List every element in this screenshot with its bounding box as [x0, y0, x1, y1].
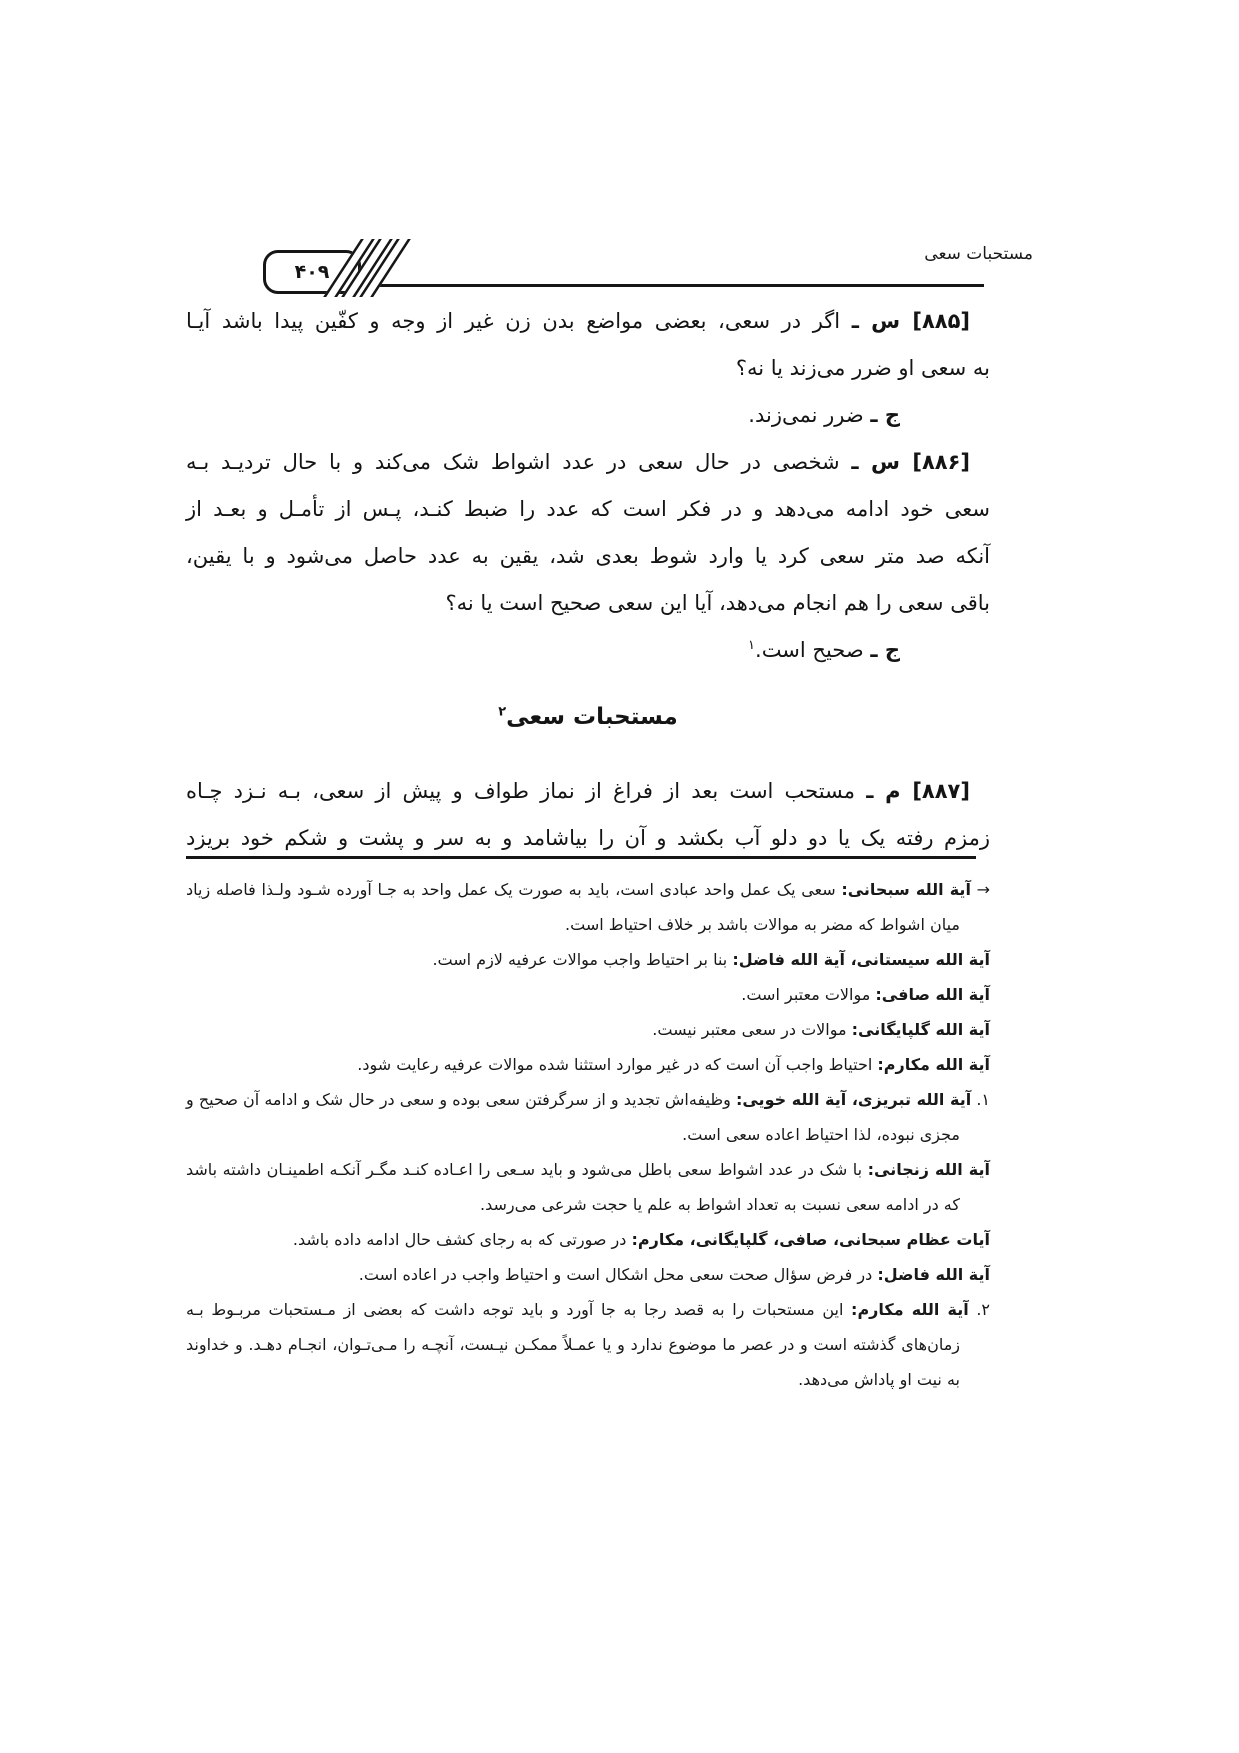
footnote [186, 1222, 990, 1257]
footnote-text: بنا بر احتیاط واجب موالات عرفیه لازم است. [432, 950, 728, 969]
footnote-separator [186, 856, 976, 859]
section-heading: مستحبات سعی$^۲$ [498, 704, 678, 730]
footnote-author: آیة الله مکارم: [851, 1300, 969, 1319]
footnote-text: وظیفه‌اش تجدید و از سرگرفتن سعی بوده و سعی در حال شک و ادامه آن صحیح و مجزی نبوده، لذا احتیاط اعاده سعی است. [186, 1090, 960, 1144]
footnote-text: موالات معتبر است. [741, 985, 871, 1004]
footnote-author: آیة الله فاضل: [877, 1265, 990, 1284]
main-text [186, 298, 990, 862]
answer-885: ج ـ ضرر نمی‌زند. [748, 403, 900, 427]
header-rule [372, 284, 984, 287]
item-887-line-1: [۸۸۷] م ـ مستحب است بعد از فراغ از نماز طواف و پیش از سعی، بـه نـزد چـاه [186, 779, 970, 803]
footnote-continued [186, 872, 990, 942]
item-887-number: [۸۸۷] م ـ [866, 779, 970, 803]
question-886-number: [۸۸۶] س ـ [851, 450, 970, 474]
footnote-author: آیة الله مکارم: [877, 1055, 990, 1074]
question-886-line-2: سعی خود ادامه می‌دهد و در فکر است که عدد را ضبط کنـد، پـس از تأمـل و بعـد از [186, 497, 990, 521]
running-header-title: مستحبات سعی [924, 244, 1033, 264]
footnote [186, 977, 990, 1012]
footnote [186, 1047, 990, 1082]
corner-stripes-icon [338, 239, 392, 297]
footnote-text: این مستحبات را به قصد رجا به جا آورد و باید توجه داشت که بعضی از مـستحبات مربـوط بـه زمان‌های گذشته است و در عصر ما موضوع ندارد و یا عمـلاً ممکـن نیـست، آنچـه را مـی‌تـوان، انجـام دهـد. و خداوند به نیت او پاداش می‌دهد. [186, 1300, 960, 1389]
question-885-number: [۸۸۵] س ـ [851, 309, 971, 333]
footnote-number: ۲. [976, 1300, 990, 1319]
question-886-line-4: باقی سعی را هم انجام می‌دهد، آیا این سعی صحیح است یا نه؟ [445, 591, 990, 615]
question-886-line-1: [۸۸۶] س ـ شخصی در حال سعی در عدد اشواط شک می‌کند و با حال تردیـد بـه [186, 450, 970, 474]
footnote-number: ۱. [976, 1090, 990, 1109]
footnote-author: آیة الله گلپایگانی: [851, 1020, 990, 1039]
answer-marker: ج ـ [870, 403, 900, 427]
footnote-1 [186, 1082, 990, 1152]
continuation-arrow-icon: → [976, 880, 990, 899]
footnote-author: آیة الله زنجانی: [867, 1160, 990, 1179]
item-887-line-2: زمزم رفته یک یا دو دلو آب بکشد و آن را بیاشامد و به سر و پشت و شکم خود بریزد [186, 826, 990, 850]
footnote-text: احتیاط واجب آن است که در غیر موارد استثنا شده موالات عرفیه رعایت شود. [357, 1055, 873, 1074]
footnote [186, 942, 990, 977]
footnote-text: در صورتی که به رجای کشف حال ادامه داده باشد. [292, 1230, 627, 1249]
page-number: ۴۰۹ [294, 261, 330, 283]
footnote-text: سعی یک عمل واحد عبادی است، باید به صورت یک عمل واحد به جـا آورده شـود ولـذا فاصله زیاد میان اشواط که مضر به موالات باشد بر خلاف احتیاط است. [186, 880, 960, 934]
answer-886: ج ـ صحیح است.$^۱$ [748, 638, 900, 662]
footnote-text: با شک در عدد اشواط سعی باطل می‌شود و باید سـعی را اعـاده کنـد مگـر آنکـه اطمینـان داشته باشد که در ادامه سعی نسبت به تعداد اشواط به علم یا حجت شرعی می‌رسد. [186, 1160, 960, 1214]
footnote-2 [186, 1292, 990, 1397]
footnote [186, 1152, 990, 1222]
footnote-author: آیات عظام سبحانی، صافی، گلپایگانی، مکارم: [631, 1230, 990, 1249]
question-885-line-2: به سعی او ضرر می‌زند یا نه؟ [735, 356, 990, 380]
footnotes [186, 872, 990, 1397]
footnote-author: آیة الله سیستانی، آیة الله فاضل: [732, 950, 990, 969]
question-885-line-1: [۸۸۵] س ـ اگر در سعی، بعضی مواضع بدن زن غیر از وجه و کفّین پیدا باشد آیـا [186, 309, 971, 333]
footnote-author: آیة الله تبریزی، آیة الله خویی: [735, 1090, 972, 1109]
footnote-text: موالات در سعی معتبر نیست. [652, 1020, 847, 1039]
footnote [186, 1012, 990, 1047]
answer-marker: ج ـ [870, 638, 900, 662]
footnote-ref-1: ۱ [748, 638, 756, 653]
footnote-text: در فرض سؤال صحت سعی محل اشکال است و احتیاط واجب در اعاده است. [358, 1265, 873, 1284]
footnote-author: آیة الله سبحانی: [841, 880, 971, 899]
footnote-author: آیة الله صافی: [875, 985, 990, 1004]
footnote-ref-2: ۲ [498, 704, 507, 720]
question-886-line-3: آنکه صد متر سعی کرد یا وارد شوط بعدی شد، یقین به عدد حاصل می‌شود و با یقین، [186, 544, 990, 568]
footnote [186, 1257, 990, 1292]
